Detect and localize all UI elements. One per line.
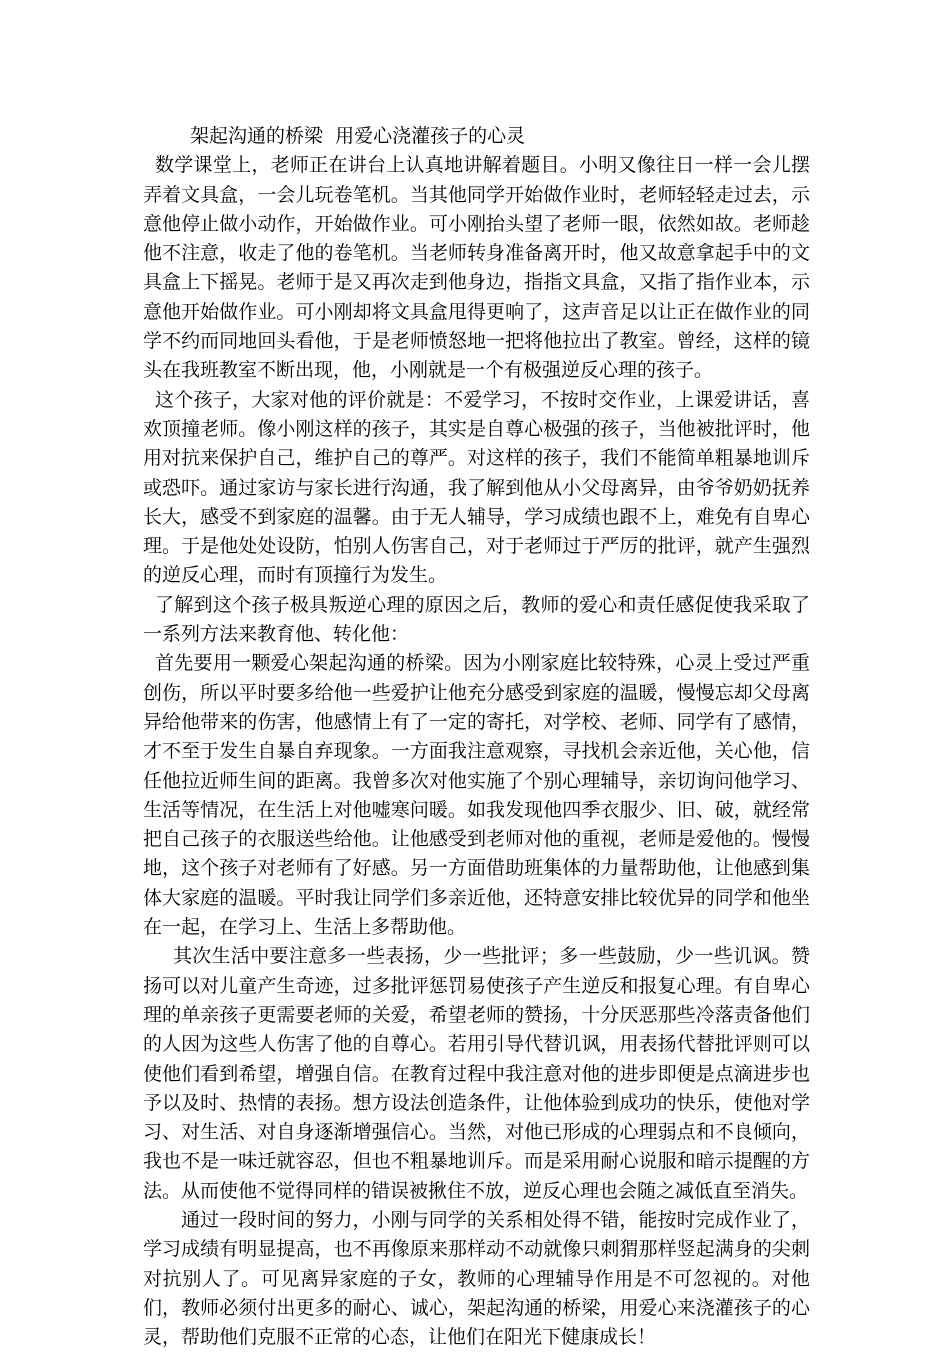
document-body — [143, 122, 810, 1352]
paragraph-methods-intro: 了解到这个孩子极具叛逆心理的原因之后，教师的爱心和责任感促使我采取了一系列方法来教育他、转化他： — [143, 593, 810, 646]
paragraph-child-evaluation: 这个孩子，大家对他的评价就是：不爱学习，不按时交作业，上课爱讲话，喜欢顶撞老师。像小刚这样的孩子，其实是自尊心极强的孩子，当他被批评时，他用对抗来保护自己，维护自己的尊严。对这样的孩子，我们不能简单粗暴地训斥或恐吓。通过家访与家长进行沟通，我了解到他从小父母离异，由爷爷奶奶抚养长大，感受不到家庭的温馨。由于无人辅导，学习成绩也跟不上，难免有自卑心理。于是他处处设防，怕别人伤害自己，对于老师过于严厉的批评，就产生强烈的逆反心理，而时有顶撞行为发生。 — [143, 388, 810, 587]
paragraph-classroom-scene: 数学课堂上，老师正在讲台上认真地讲解着题目。小明又像往日一样一会儿摆弄着文具盒，一会儿玩卷笔机。当其他同学开始做作业时，老师轻轻走过去，示意他停止做小动作，开始做作业。可小刚抬头望了老师一眼，依然如故。老师趁他不注意，收走了他的卷笔机。当老师转身准备离开时，他又故意拿起手中的文具盒上下摇晃。老师于是又再次走到他身边，指指文具盒，又指了指作业本，示意他开始做作业。可小刚却将文具盒甩得更响了，这声音足以让正在做作业的同学不约而同地回头看他，于是老师愤怒地一把将他拉出了教室。曾经，这样的镜头在我班教室不断出现，他，小刚就是一个有极强逆反心理的孩子。 — [143, 154, 810, 382]
document-title: 架起沟通的桥梁 用爱心浇灌孩子的心灵 — [190, 125, 526, 147]
paragraph-conclusion: 通过一段时间的努力，小刚与同学的关系相处得不错，能按时完成作业了，学习成绩有明显提高，也不再像原来那样动不动就像只刺猬那样竖起满身的尖刺对抗别人了。可见离异家庭的子女，教师的心理辅导作用是不可忽视的。对他们，教师必须付出更多的耐心、诚心，架起沟通的桥梁，用爱心来浇灌孩子的心灵，帮助他们克服不正常的心态，让他们在阳光下健康成长！ — [143, 1208, 810, 1349]
paragraph-second-method: 其次生活中要注意多一些表扬，少一些批评；多一些鼓励，少一些讥讽。赞扬可以对儿童产生奇迹，过多批评惩罚易使孩子产生逆反和报复心理。有自卑心理的单亲孩子更需要老师的关爱，希望老师的赞扬，十分厌恶那些冷落责备他们的人因为这些人伤害了他的自尊心。若用引导代替讥讽，用表扬代替批评则可以使他们看到希望，增强自信。在教育过程中我注意对他的进步即便是点滴进步也予以及时、热情的表扬。想方设法创造条件，让他体验到成功的快乐，使他对学习、对生活、对自身逐渐增强信心。当然，对他已形成的心理弱点和不良倾向，我也不是一味迁就容忍，但也不粗暴地训斥。而是采用耐心说服和暗示提醒的方法。从而使他不觉得同样的错误被揪住不放，逆反心理也会随之减低直至消失。 — [143, 945, 810, 1202]
paragraph-first-method: 首先要用一颗爱心架起沟通的桥梁。因为小刚家庭比较特殊，心灵上受过严重创伤，所以平时要多给他一些爱护让他充分感受到家庭的温暖，慢慢忘却父母离异给他带来的伤害，他感情上有了一定的寄托，对学校、老师、同学有了感情，才不至于发生自暴自弃现象。一方面我注意观察，寻找机会亲近他，关心他，信任他拉近师生间的距离。我曾多次对他实施了个别心理辅导，亲切询问他学习、生活等情况，在生活上对他嘘寒问暖。如我发现他四季衣服少、旧、破，就经常把自己孩子的衣服送些给他。让他感受到老师对他的重视，老师是爱他的。慢慢地，这个孩子对老师有了好感。另一方面借助班集体的力量帮助他，让他感到集体大家庭的温暖。平时我让同学们多亲近他，还特意安排比较优异的同学和他坐在一起，在学习上、生活上多帮助他。 — [143, 652, 810, 939]
